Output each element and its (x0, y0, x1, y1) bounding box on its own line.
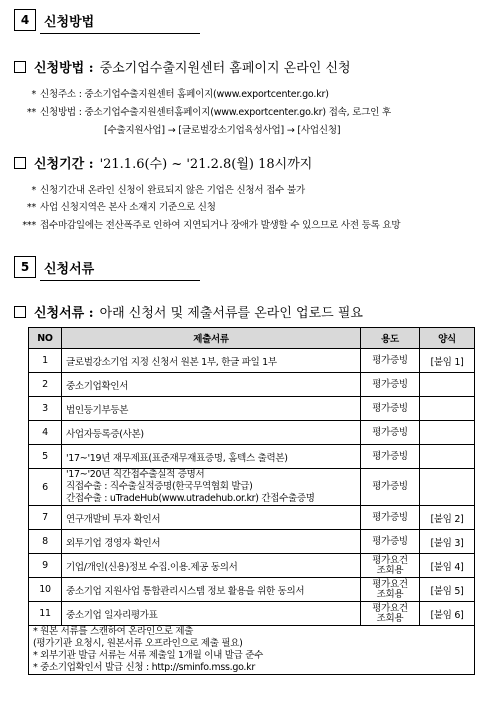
method-text: 중소기업수출지원센터 홈페이지 온라인 신청 (99, 61, 351, 76)
header-doc: 제출서류 (62, 328, 361, 349)
required-documents-table (28, 327, 475, 675)
period-label: 신청기간 : (34, 157, 94, 172)
checkbox-icon (14, 306, 26, 318)
docs-line (14, 302, 363, 321)
period-note-1: * 신청기간내 온라인 신청이 완료되지 않은 기업은 신청서 접수 불가 (31, 185, 305, 196)
table-row: 2 중소기업확인서 평가증빙 (29, 373, 475, 397)
table-row: 10 중소기업 지원사업 통합관리시스템 정보 활용을 위한 동의서 평가요건 조회용 [붙임 5] (29, 578, 475, 602)
table-header-row (29, 328, 475, 349)
method-label: 신청방법 : (34, 61, 94, 76)
method-note-2: ** 신청방법 : 중소기업수출지원센터홈페이지(www.exportcenter.go.kr) 접속, 로그인 후 (26, 107, 392, 118)
table-row: 7 연구개발비 투자 확인서 평가증빙 [붙임 2] (29, 506, 475, 530)
table-row: 8 외투기업 경영자 확인서 평가증빙 [붙임 3] (29, 530, 475, 554)
period-line (14, 153, 312, 172)
header-form: 양식 (420, 328, 475, 349)
table-row: 4 사업자등록증(사본) 평가증빙 (29, 421, 475, 445)
section-underline (40, 280, 200, 281)
section-5-header (14, 255, 94, 279)
table-row: 6 '17~'20년 직간접수출실적 증명서 직접수출 : 직수출실적증명(한국무역협회 발급) 간접수출 : uTradeHub(www.utradehub.or.kr) 간접수출증명 평가증빙 (29, 469, 475, 506)
section-4-header (14, 8, 94, 32)
section-number: 4 (14, 9, 36, 31)
method-note-3: [수출지원사업] → [글로벌강소기업육성사업] → [사업신청] (104, 125, 341, 136)
table-row: 3 법인등기부등본 평가증빙 (29, 397, 475, 421)
table-row: 5 '17~'19년 재무제표(표준재무재표증명, 홈텍스 출력본) 평가증빙 (29, 445, 475, 469)
header-use: 용도 (361, 328, 420, 349)
method-note-1: * 신청주소 : 중소기업수출지원센터 홈페이지(www.exportcenter.go.kr) (31, 89, 329, 100)
period-note-3: *** 접수마감일에는 전산폭주로 인하여 지연되거나 장애가 발생할 수 있으므로 사전 등록 요망 (22, 220, 401, 231)
table-row: 1 글로벌강소기업 지정 신청서 원본 1부, 한글 파일 1부 평가증빙 [붙임 1] (29, 349, 475, 373)
section-title: 신청방법 (44, 14, 95, 30)
table-row: 9 기업/개인(신용)정보 수집.이용.제공 동의서 평가요건 조회용 [붙임 4] (29, 554, 475, 578)
header-no: NO (29, 328, 62, 349)
docs-text: 아래 신청서 및 제출서류를 온라인 업로드 필요 (99, 306, 363, 321)
checkbox-icon (14, 157, 26, 169)
section-underline (40, 33, 200, 34)
section-number: 5 (14, 256, 36, 278)
period-note-2: ** 사업 신청지역은 본사 소재지 기준으로 신청 (26, 202, 216, 213)
section-title: 신청서류 (44, 261, 95, 277)
period-text: '21.1.6(수) ~ '21.2.8(월) 18시까지 (99, 157, 313, 172)
docs-label: 신청서류 : (34, 306, 94, 321)
table-row: 11 중소기업 일자리평가표 평가요건 조회용 [붙임 6] (29, 602, 475, 626)
method-line (14, 57, 351, 76)
checkbox-icon (14, 61, 26, 73)
table-footnote-row: * 원본 서류를 스캔하여 온라인으로 제출 (평가기관 요청시, 원본서류 오프라인으로 제출 필요) * 외부기관 발급 서류는 서류 제출일 1개월 이내 발급 준수 * 중소기업확인서 발급 신청 : http://sminfo.mss.go.kr (29, 626, 475, 675)
